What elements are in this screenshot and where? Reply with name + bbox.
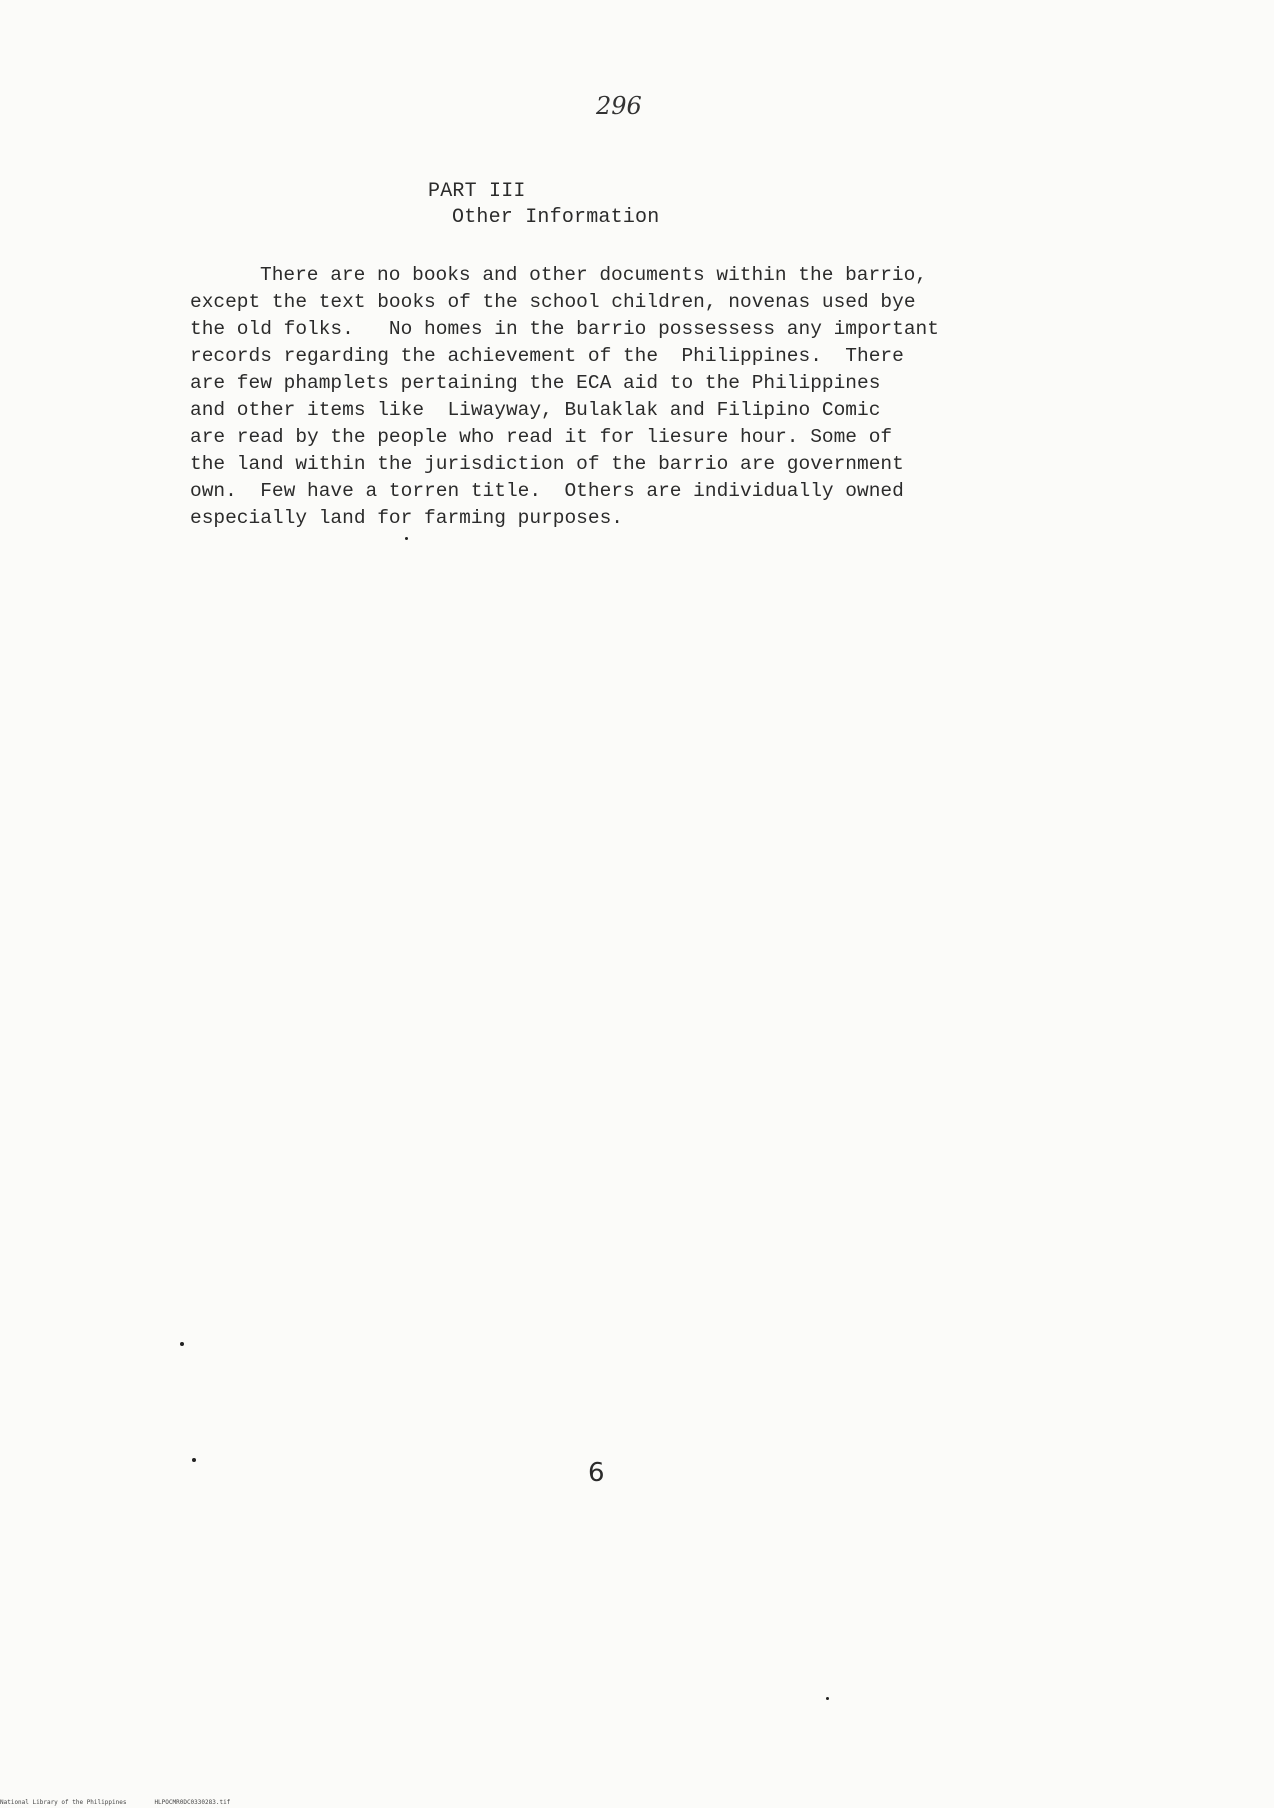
text-line: except the text books of the school children, novenas used bye [190, 291, 916, 313]
text-line: records regarding the achievement of the Philippines. There [190, 345, 904, 367]
body-paragraph [190, 262, 1050, 532]
handwritten-page-mark: 296 [596, 92, 642, 120]
text-line: and other items like Liwayway, Bulaklak and Filipino Comic [190, 399, 881, 421]
scan-speck [826, 1697, 829, 1700]
text-line: especially land for farming purposes. [190, 507, 623, 529]
scan-speck [180, 1342, 184, 1346]
scan-speck [405, 537, 408, 540]
scan-footer [0, 1799, 258, 1806]
text-line: the land within the jurisdiction of the barrio are government [190, 453, 904, 475]
part-heading: PART III [428, 180, 526, 203]
text-line: There are no books and other documents within the barrio, [260, 264, 928, 286]
footer-file-id: HLPOCMR0DC0330283.tif [154, 1799, 231, 1806]
footer-library: National Library of the Philippines [0, 1799, 127, 1806]
part-subheading: Other Information [452, 206, 660, 229]
scan-speck [192, 1458, 196, 1462]
text-line: are read by the people who read it for liesure hour. Some of [190, 426, 893, 448]
text-line: are few phamplets pertaining the ECA aid to the Philippines [190, 372, 881, 394]
page-number: 6 [588, 1458, 605, 1488]
text-line: own. Few have a torren title. Others are individually owned [190, 480, 904, 502]
text-line: the old folks. No homes in the barrio possessess any important [190, 318, 939, 340]
